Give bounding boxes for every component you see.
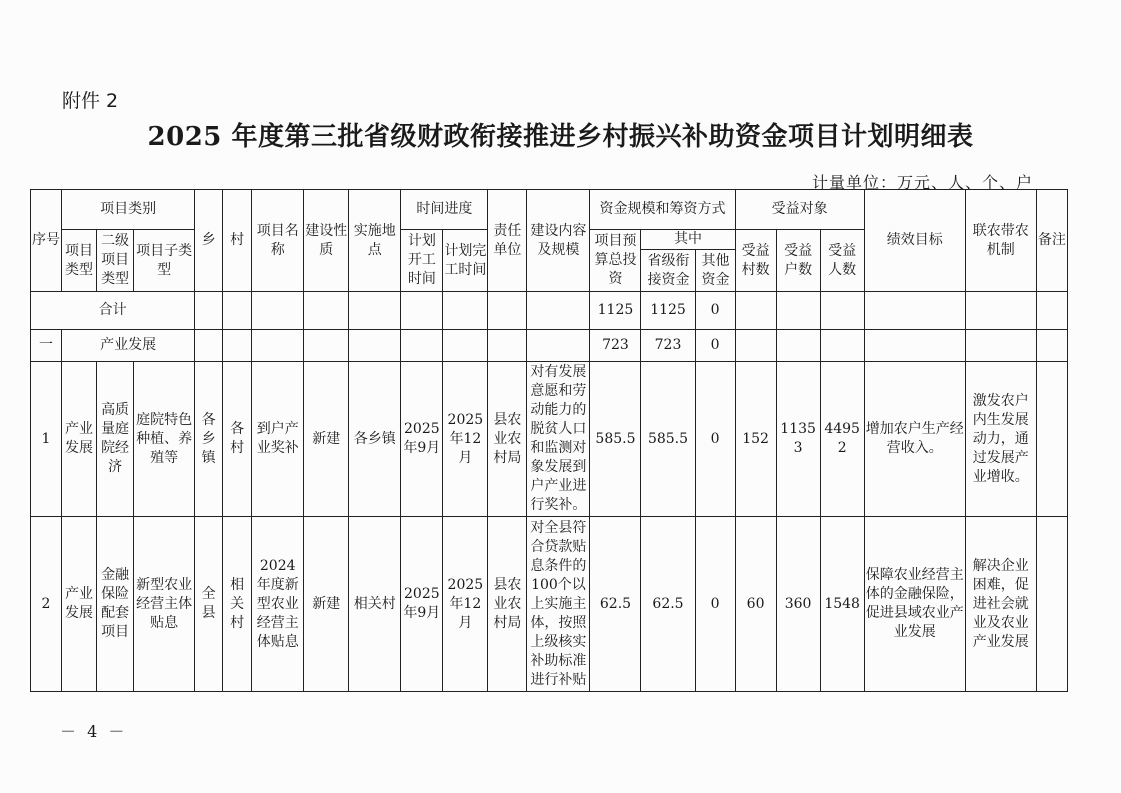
start-time-header: 计划开工时间 bbox=[401, 230, 443, 292]
benefit-village-header: 受益村数 bbox=[735, 230, 776, 292]
row-unit: 县农业农村局 bbox=[488, 517, 527, 692]
performance-header: 绩效目标 bbox=[864, 190, 965, 292]
section-provincial: 723 bbox=[641, 330, 695, 362]
township-header: 乡 bbox=[195, 190, 223, 292]
row-budget: 585.5 bbox=[590, 362, 641, 517]
responsible-unit-header: 责任单位 bbox=[488, 190, 527, 292]
section-label: 产业发展 bbox=[62, 330, 195, 362]
row-performance: 保障农业经营主体的金融保险，促进县域农业产业发展 bbox=[864, 517, 965, 692]
sub-category-header: 二级项目类型 bbox=[97, 230, 134, 292]
row-seq: 1 bbox=[31, 362, 62, 517]
budget-header: 项目预算总投资 bbox=[590, 230, 641, 292]
row-linkage: 激发农户内生发展动力，通过发展产业增收。 bbox=[965, 362, 1036, 517]
page-number: － 4 － bbox=[60, 722, 128, 741]
row-nature: 新建 bbox=[304, 517, 349, 692]
benefit-group-header: 受益对象 bbox=[735, 190, 864, 230]
row-provincial: 62.5 bbox=[641, 517, 695, 692]
section-other: 0 bbox=[695, 330, 735, 362]
other-fund-header: 其他资金 bbox=[701, 252, 730, 288]
row-start: 2025年9月 bbox=[401, 517, 443, 692]
total-other: 0 bbox=[695, 292, 735, 330]
category-type-header: 项目类型 bbox=[62, 230, 97, 292]
row-content: 对全县符合贷款贴息条件的100个以上实施主体，按照上级核实补助标准进行补贴 bbox=[527, 517, 590, 692]
fund-detail-header bbox=[641, 230, 735, 292]
row-content: 对有发展意愿和劳动能力的脱贫人口和监测对象发展到户产业进行奖补。 bbox=[527, 362, 590, 517]
remark-header: 备注 bbox=[1036, 190, 1067, 292]
benefit-household-header: 受益户数 bbox=[776, 230, 820, 292]
provincial-fund-header: 省级衔接资金 bbox=[641, 250, 696, 291]
row-provincial: 585.5 bbox=[641, 362, 695, 517]
row-sub: 高质量庭院经济 bbox=[97, 362, 134, 517]
row-location: 各乡镇 bbox=[349, 362, 401, 517]
row-linkage: 解决企业困难，促进社会就业及农业产业发展 bbox=[965, 517, 1036, 692]
row-remark bbox=[1036, 517, 1067, 692]
row-village: 相关村 bbox=[223, 517, 252, 692]
row-seq: 2 bbox=[31, 517, 62, 692]
row-sub: 金融保险配套项目 bbox=[97, 517, 134, 692]
row-subsub: 庭院特色种植、养殖等 bbox=[134, 362, 195, 517]
row-end: 2025年12月 bbox=[443, 362, 488, 517]
row-township: 各乡镇 bbox=[195, 362, 223, 517]
header-row-1 bbox=[31, 190, 1068, 230]
table-row bbox=[31, 362, 1068, 517]
row-ben-house: 360 bbox=[776, 517, 820, 692]
build-nature-header: 建设性质 bbox=[304, 190, 349, 292]
row-village: 各村 bbox=[223, 362, 252, 517]
row-location: 相关村 bbox=[349, 517, 401, 692]
page-title: 2025 年度第三批省级财政衔接推进乡村振兴补助资金项目计划明细表 bbox=[147, 122, 974, 152]
total-budget: 1125 bbox=[590, 292, 641, 330]
row-subsub: 新型农业经营主体贴息 bbox=[134, 517, 195, 692]
project-name-header: 项目名称 bbox=[252, 190, 304, 292]
total-provincial: 1125 bbox=[641, 292, 695, 330]
row-performance: 增加农户生产经营收入。 bbox=[864, 362, 965, 517]
row-other: 0 bbox=[695, 517, 735, 692]
project-table bbox=[30, 189, 1068, 692]
row-ben-house: 11353 bbox=[776, 362, 820, 517]
content-header: 建设内容及规模 bbox=[527, 190, 590, 292]
row-project-name: 到户产业奖补 bbox=[252, 362, 304, 517]
row-ben-people: 1548 bbox=[820, 517, 864, 692]
row-other: 0 bbox=[695, 362, 735, 517]
among-header: 其中 bbox=[641, 230, 734, 250]
time-group-header: 时间进度 bbox=[401, 190, 488, 230]
row-type: 产业发展 bbox=[62, 517, 97, 692]
row-budget: 62.5 bbox=[590, 517, 641, 692]
seq-header: 序号 bbox=[31, 190, 62, 292]
end-time-header: 计划完工时间 bbox=[443, 230, 488, 292]
row-end: 2025年12月 bbox=[443, 517, 488, 692]
benefit-people-header: 受益人数 bbox=[820, 230, 864, 292]
row-type: 产业发展 bbox=[62, 362, 97, 517]
row-ben-village: 60 bbox=[735, 517, 776, 692]
row-ben-people: 44952 bbox=[820, 362, 864, 517]
village-header: 村 bbox=[223, 190, 252, 292]
section-seq: 一 bbox=[31, 330, 62, 362]
total-label: 合计 bbox=[31, 292, 195, 330]
location-header: 实施地点 bbox=[349, 190, 401, 292]
section-row bbox=[31, 330, 1068, 362]
sub-sub-category-header: 项目子类型 bbox=[134, 230, 195, 292]
section-budget: 723 bbox=[590, 330, 641, 362]
total-row bbox=[31, 292, 1068, 330]
table-row bbox=[31, 517, 1068, 692]
row-ben-village: 152 bbox=[735, 362, 776, 517]
attachment-label: 附件 2 bbox=[62, 90, 119, 112]
linkage-header: 联农带农机制 bbox=[965, 190, 1036, 292]
row-unit: 县农业农村局 bbox=[488, 362, 527, 517]
category-group-header: 项目类别 bbox=[62, 190, 195, 230]
row-project-name: 2024年度新型农业经营主体贴息 bbox=[252, 517, 304, 692]
row-nature: 新建 bbox=[304, 362, 349, 517]
row-township: 全县 bbox=[195, 517, 223, 692]
row-start: 2025年9月 bbox=[401, 362, 443, 517]
fund-group-header: 资金规模和筹资方式 bbox=[590, 190, 735, 230]
row-remark bbox=[1036, 362, 1067, 517]
unit-note: 计量单位：万元、人、个、户 bbox=[811, 173, 1033, 192]
